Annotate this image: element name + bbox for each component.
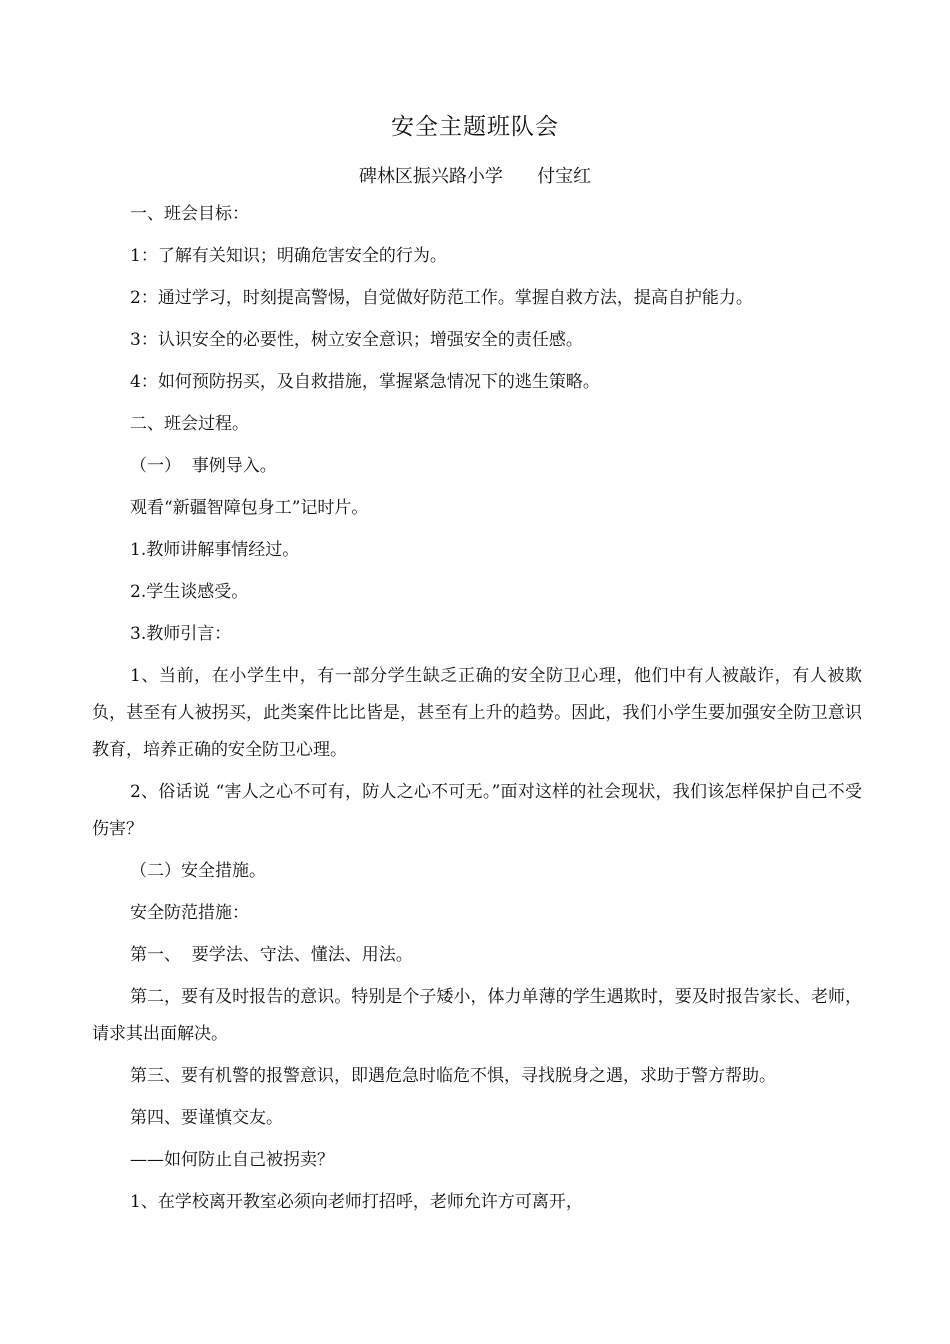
author-byline: 碑林区振兴路小学 付宝红 [358,166,592,187]
subsection-heading-intro: （一） 事例导入。 [130,456,277,476]
document-title: 安全主题班队会 [391,114,559,140]
question-heading: ——如何防止自己被拐卖？ [130,1150,334,1170]
paragraph-video: 观看“新疆智障包身工”记时片。 [130,498,369,518]
paragraph-current-situation: 1、当前，在小学生中，有一部分学生缺乏正确的安全防卫心理，他们中有人被敲诈，有人被欺负，甚至有人被拐买，此类案件比比皆是，甚至有上升的趋势。因此，我们小学生要加强安全防卫意识教育，培养正确的安全防卫心理。 [92,666,862,760]
prevention-item-1: 1、在学校离开教室必须向老师打招呼，老师允许方可离开， [130,1192,583,1212]
paragraph-measures-label: 安全防范措施： [130,903,249,923]
goal-item-2: 2：通过学习，时刻提高警惕，自觉做好防范工作。掌握自救方法，提高自护能力。 [130,288,753,308]
goal-item-1: 1：了解有关知识；明确危害安全的行为。 [130,246,447,266]
document-body [92,196,862,1226]
step-item-1: 1.教师讲解事情经过。 [130,540,300,560]
step-item-2: 2.学生谈感受。 [130,582,249,602]
measure-item-3: 第三、要有机警的报警意识，即遇危急时临危不惧，寻找脱身之遇，求助于警方帮助。 [130,1066,776,1086]
goal-item-3: 3：认识安全的必要性，树立安全意识；增强安全的责任感。 [130,330,583,350]
measure-item-2: 第二，要有及时报告的意识。特别是个子矮小，体力单薄的学生遇欺时，要及时报告家长、老师，请求其出面解决。 [92,987,862,1044]
measure-item-4: 第四、要谨慎交友。 [130,1108,283,1128]
step-item-3: 3.教师引言： [130,624,232,644]
section-heading-goals: 一、班会目标： [130,204,249,224]
measure-item-1: 第一、 要学法、守法、懂法、用法。 [130,945,413,965]
goal-item-4: 4：如何预防拐买，及自救措施，掌握紧急情况下的逃生策略。 [130,372,600,392]
section-heading-process: 二、班会过程。 [130,414,249,434]
subsection-heading-measures: （二）安全措施。 [130,861,266,881]
paragraph-proverb: 2、俗话说 “害人之心不可有，防人之心不可无。”面对这样的社会现状，我们该怎样保护自己不受伤害？ [92,782,862,839]
